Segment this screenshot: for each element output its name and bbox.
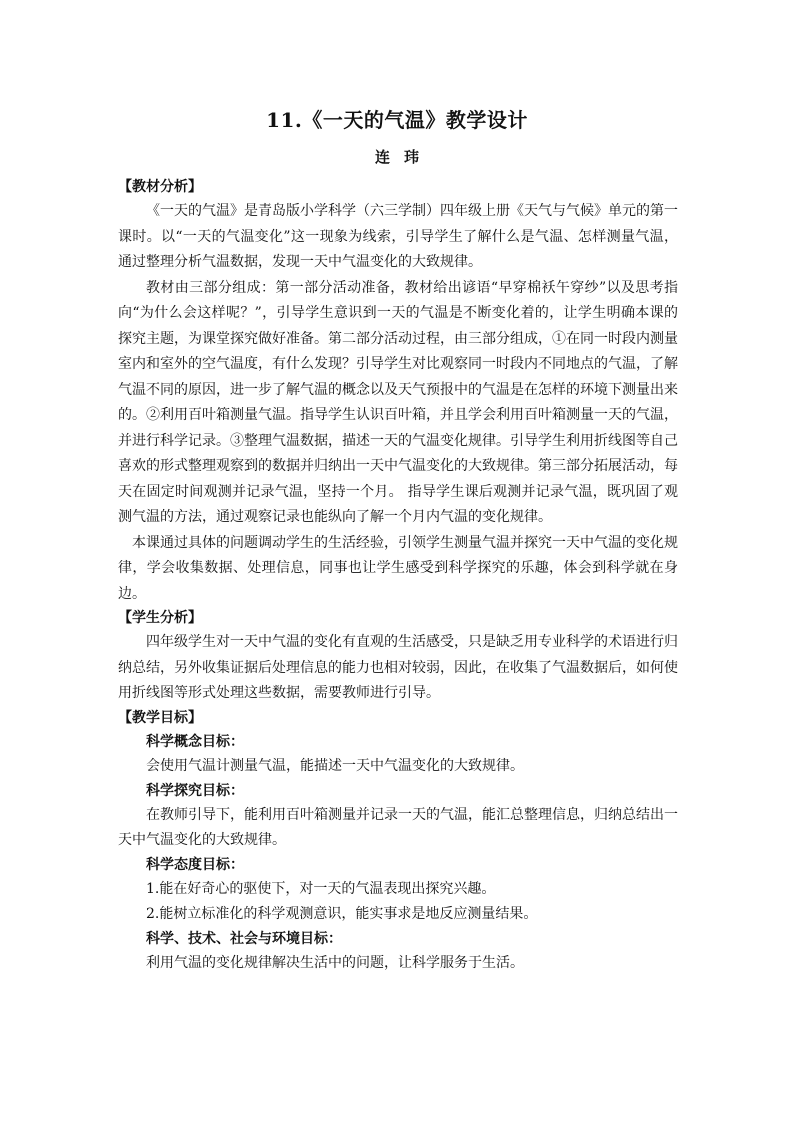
document-body	[118, 176, 678, 976]
material-paragraph-1: 《一天的气温》是青岛版小学科学（六三学制）四年级上册《天气与气候》单元的第一课时。以“一天的气温变化”这一现象为线索，引导学生了解什么是气温、怎样测量气温，通过整理分析气温数据，发现一天中气温变化的大致规律。	[118, 203, 678, 270]
section-heading-student: 【学生分析】	[118, 610, 202, 626]
goal-concept-label: 科学概念目标：	[146, 733, 244, 750]
student-paragraph-1: 四年级学生对一天中气温的变化有直观的生活感受，只是缺乏用专业科学的术语进行归纳总结，另外收集证据后处理信息的能力也相对较弱，因此，在收集了气温数据后，如何使用折线图等形式处理这些数据，需要教师进行引导。	[118, 634, 678, 701]
material-paragraph-2: 教材由三部分组成：第一部分活动准备，教材给出谚语“早穿棉袄午穿纱”以及思考指向“为什么会这样呢？”，引导学生意识到一天的气温是不断变化着的，让学生明确本课的探究主题，为课堂探究做好准备。第二部分活动过程，由三部分组成，①在同一时段内测量室内和室外的空气温度，有什么发现？引导学生对比观察同一时段内不同地点的气温，了解气温不同的原因，进一步了解气温的概念以及天气预报中的气温是在怎样的环境下测量出来的。②利用百叶箱测量气温。指导学生认识百叶箱，并且学会利用百叶箱测量一天的气温，并进行科学记录。③整理气温数据，描述一天的气温变化规律。引导学生利用折线图等自己喜欢的形式整理观察到的数据并归纳出一天中气温变化的大致规律。第三部分拓展活动，每天在固定时间观测并记录气温，坚持一个月。 指导学生课后观测并记录气温，既巩固了观测气温的方法，通过观察记录也能纵向了解一个月内气温的变化规律。	[118, 279, 678, 525]
document-title: 11.《一天的气温》教学设计	[266, 108, 528, 132]
goal-inquiry-label: 科学探究目标：	[146, 782, 244, 799]
goal-attitude-item-1: 1.能在好奇心的驱使下，对一天的气温表现出探究兴趣。	[146, 880, 496, 897]
material-paragraph-3: 本课通过具体的问题调动学生的生活经验，引领学生测量气温并探究一天中气温的变化规律，学会收集数据、处理信息，同事也让学生感受到科学探究的乐趣，体会到科学就在身边。	[118, 534, 678, 602]
goal-concept-text: 会使用气温计测量气温，能描述一天中气温变化的大致规律。	[146, 757, 524, 774]
goal-attitude-label: 科学态度目标：	[146, 856, 244, 873]
goal-sts-text: 利用气温的变化规律解决生活中的问题，让科学服务于生活。	[146, 954, 524, 971]
goal-inquiry-text: 在教师引导下，能利用百叶箱测量并记录一天的气温，能汇总整理信息，归纳总结出一天中气温变化的大致规律。	[118, 806, 678, 848]
section-heading-material: 【教材分析】	[118, 179, 202, 195]
goal-sts-label: 科学、技术、社会与环境目标：	[146, 930, 342, 947]
goal-attitude-item-2: 2.能树立标准化的科学观测意识，能实事求是地反应测量结果。	[146, 905, 538, 922]
document-author: 连玮	[374, 148, 433, 166]
section-heading-goals: 【教学目标】	[118, 709, 202, 726]
